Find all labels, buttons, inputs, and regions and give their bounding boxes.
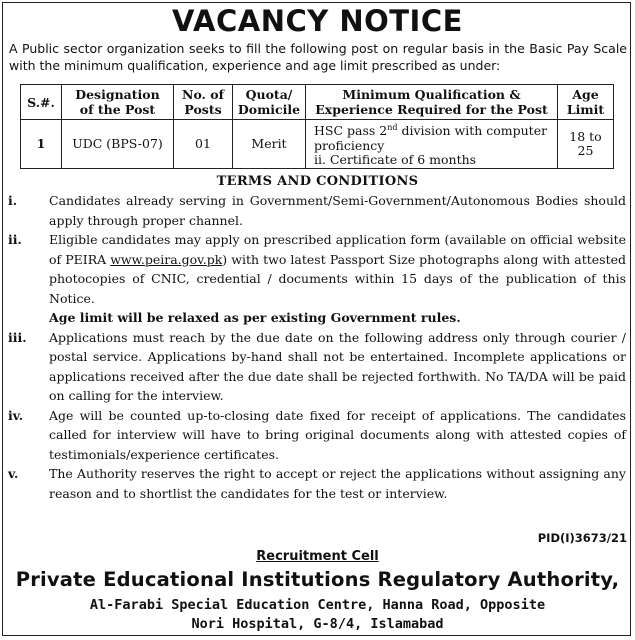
header-qualification: Minimum Qualification & Experience Required for the Post (306, 85, 558, 120)
address-line-1: Al-Farabi Special Education Centre, Hanna Road, Opposite (89, 597, 546, 613)
term-text: Applications must reach by the due date on the following address only through courier / postal service. Applications by-hand shall not be entertained. Incomplete applications or applications received after the due date shall be rejected forthwith. No TA/DA will be paid on calling for the interview. (49, 329, 626, 403)
age-relaxation-note: Age limit will be relaxed as per existing Government rules. (49, 310, 461, 325)
address-line-2: Nori Hospital, G-8/4, Islamabad (191, 616, 444, 632)
term-text: Age will be counted up-to-closing date fixed for receipt of applications. The candidates called for interview will have to bring original documents along with attested copies of testimonials/experience certificates. (49, 407, 626, 462)
recruitment-cell-heading: Recruitment Cell (256, 549, 379, 564)
intro-paragraph: A Public sector organization seeks to fill the following post on regular basis in the Basic Pay Scale with the minimum qualification, experience and age limit prescribed as under: (9, 41, 627, 73)
organization-name: Private Educational Institutions Regulatory Authority, (15, 568, 620, 591)
term-number: v. (8, 466, 19, 481)
header-sno: S.#. (21, 85, 62, 120)
list-item (8, 464, 626, 503)
table-row (21, 120, 614, 169)
list-item (8, 406, 626, 465)
cell-qualification: HSC pass 2nd division with computer proficiency ii. Certificate of 6 months (306, 120, 558, 169)
list-item (8, 191, 626, 230)
list-item (8, 328, 626, 406)
cell-sno: 1 (21, 120, 62, 169)
website-link[interactable]: www.peira.gov.pk (110, 251, 223, 267)
header-age: Age Limit (558, 85, 614, 120)
term-number: iv. (8, 407, 24, 423)
header-posts: No. of Posts (174, 85, 233, 120)
term-number: i. (8, 193, 18, 208)
terms-heading: TERMS AND CONDITIONS (216, 174, 419, 189)
address (0, 596, 635, 634)
publication-id: PID(I)3673/21 (537, 531, 627, 545)
table-header-row (21, 85, 614, 120)
header-quota: Quota/ Domicile (233, 85, 306, 120)
list-item (8, 230, 626, 328)
vacancy-table (20, 84, 614, 169)
header-designation: Designation of the Post (62, 85, 174, 120)
page-title: VACANCY NOTICE (172, 4, 463, 38)
term-number: iii. (8, 329, 27, 345)
cell-designation: UDC (BPS-07) (62, 120, 174, 169)
term-text: Candidates already serving in Government/Semi-Government/Autonomous Bodies should apply through proper channel. (49, 193, 626, 228)
term-number: ii. (8, 232, 22, 247)
cell-quota: Merit (233, 120, 306, 169)
term-text: The Authority reserves the right to accept or reject the applications without assigning any reason and to shortlist the candidates for the test or interview. (49, 466, 626, 501)
term-text: Eligible candidates may apply on prescribed application form (available on official website of PEIRA www.peira.gov.pk) with two latest Passport Size photographs along with attested photocopies of CNIC, credential / documents within 15 days of the publication of this Notice. Age limit will be relaxed as per existing Government rules. (49, 230, 626, 328)
terms-list (8, 191, 626, 503)
cell-posts: 01 (174, 120, 233, 169)
cell-age: 18 to 25 (558, 120, 614, 169)
